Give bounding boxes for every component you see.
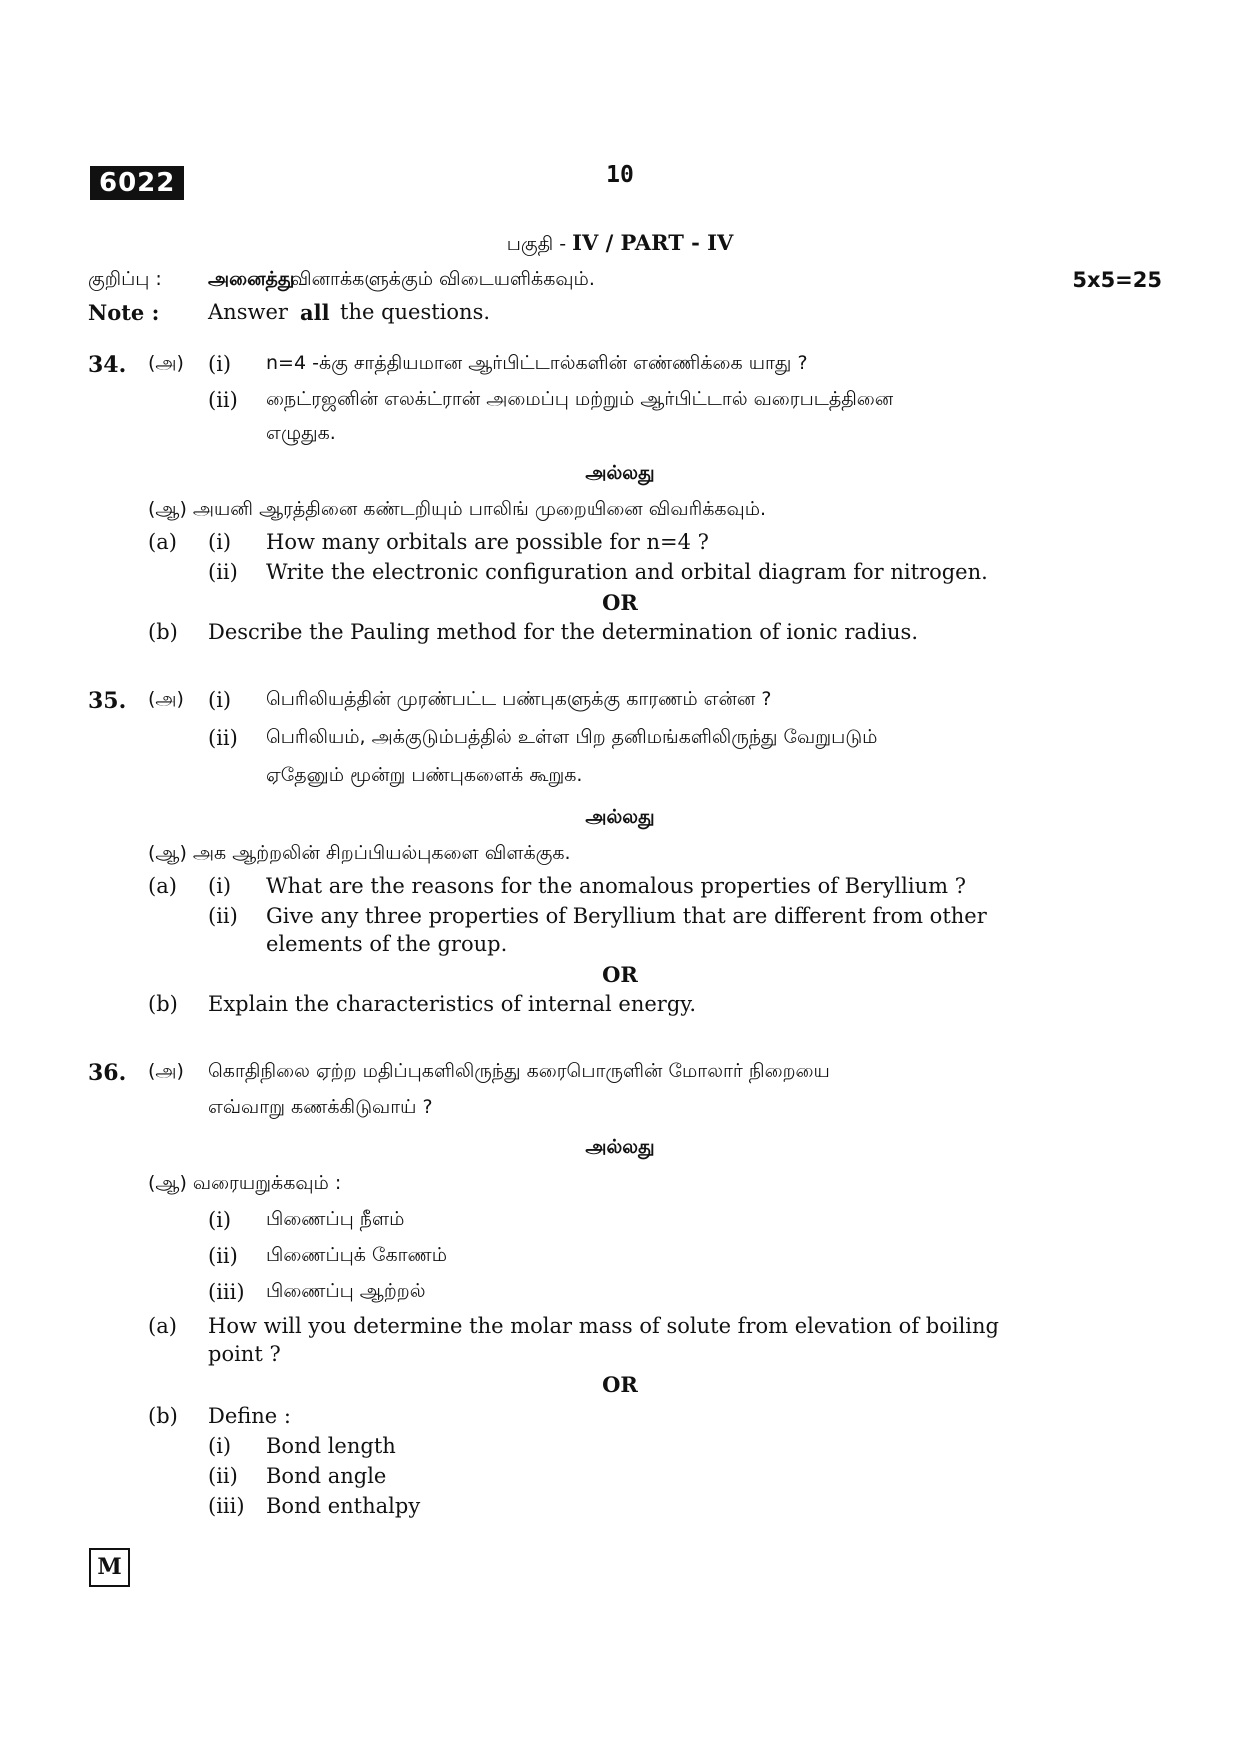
q36-ta-or-line bbox=[0, 1136, 1240, 1172]
q35-en-b-line bbox=[0, 992, 1240, 1028]
q34-ta-a-ii-label: (ii) bbox=[208, 388, 238, 412]
note-ta-bold: அனைத்து bbox=[208, 268, 295, 290]
q35-ta-a-i-line bbox=[0, 688, 1240, 724]
note-ta-text: வினாக்களுக்கும் விடையளிக்கவும். bbox=[290, 268, 595, 290]
q35-ta-a-ii-text-2: ஏதேனும் மூன்று பண்புகளைக் கூறுக. bbox=[266, 764, 583, 786]
q36-ta-b-iii-text: பிணைப்பு ஆற்றல் bbox=[266, 1280, 426, 1302]
q36-ta-b-iii-line bbox=[0, 1280, 1240, 1316]
q35-en-a-ii-text-2: elements of the group. bbox=[266, 932, 508, 956]
q35-en-a-i-text: What are the reasons for the anomalous properties of Beryllium ? bbox=[266, 874, 966, 898]
q35-ta-or-line bbox=[0, 806, 1240, 842]
paper-code-badge: 6022 bbox=[90, 166, 184, 200]
q35-en-a-ii-label: (ii) bbox=[208, 904, 238, 928]
q36-en-b-iii-text: Bond enthalpy bbox=[266, 1494, 421, 1518]
q36-en-b-iii-line bbox=[0, 1494, 1240, 1530]
note-ta-label: குறிப்பு : bbox=[88, 268, 162, 290]
q35-en-a-label: (a) bbox=[148, 874, 177, 898]
q35-ta-a-ii-line-2 bbox=[0, 764, 1240, 800]
q36-en-b-i-label: (i) bbox=[208, 1434, 232, 1458]
medium-mark-box: M bbox=[89, 1548, 130, 1587]
q35-en-a-i-label: (i) bbox=[208, 874, 232, 898]
q36-ta-b-line bbox=[0, 1172, 1240, 1208]
q36-ta-or: அல்லது bbox=[585, 1136, 655, 1158]
q36-ta-b-iii-label: (iii) bbox=[208, 1280, 245, 1304]
q36-ta-a-label: (அ) bbox=[148, 1060, 184, 1082]
note-en-bold: all bbox=[300, 300, 330, 325]
q35-ta-a-ii-line bbox=[0, 726, 1240, 762]
q34-en-a-ii-text: Write the electronic configuration and orbital diagram for nitrogen. bbox=[266, 560, 988, 584]
q36-ta-b-i-line bbox=[0, 1208, 1240, 1244]
q34-ta-a-i-line bbox=[0, 352, 1240, 388]
part-heading-en: IV / PART - IV bbox=[572, 230, 734, 255]
q34-en-or: OR bbox=[602, 590, 638, 615]
q34-ta-a-label: (அ) bbox=[148, 352, 184, 374]
q35-ta-a-label: (அ) bbox=[148, 688, 184, 710]
q35-ta-a-i-label: (i) bbox=[208, 688, 232, 712]
q34-en-b-text: Describe the Pauling method for the determination of ionic radius. bbox=[208, 620, 919, 644]
q36-en-or-line bbox=[0, 1372, 1240, 1408]
q36-en-a-label: (a) bbox=[148, 1314, 177, 1338]
q36-en-a-text-1: How will you determine the molar mass of solute from elevation of boiling bbox=[208, 1314, 999, 1338]
q35-number: 35. bbox=[88, 688, 127, 714]
q34-en-a-i-label: (i) bbox=[208, 530, 232, 554]
q36-number: 36. bbox=[88, 1060, 127, 1086]
q35-en-b-text: Explain the characteristics of internal energy. bbox=[208, 992, 697, 1016]
q36-ta-b-i-text: பிணைப்பு நீளம் bbox=[266, 1208, 405, 1230]
q36-en-b-ii-label: (ii) bbox=[208, 1464, 238, 1488]
q36-ta-b-ii-line bbox=[0, 1244, 1240, 1280]
q35-ta-or: அல்லது bbox=[585, 806, 655, 828]
q35-ta-a-ii-label: (ii) bbox=[208, 726, 238, 750]
q36-en-b-text: Define : bbox=[208, 1404, 291, 1428]
q36-en-or: OR bbox=[602, 1372, 638, 1397]
note-en-label: Note : bbox=[88, 300, 160, 325]
q34-ta-a-i-text: n=4 -க்கு சாத்தியமான ஆர்பிட்டால்களின் எண்ணிக்கை யாது ? bbox=[266, 352, 808, 374]
page-number: 10 bbox=[606, 162, 634, 188]
q34-ta-a-ii-text-1: நைட்ரஜனின் எலக்ட்ரான் அமைப்பு மற்றும் ஆர்பிட்டால் வரைபடத்தினை bbox=[266, 388, 894, 410]
q35-en-or: OR bbox=[602, 962, 638, 987]
q35-ta-b-line bbox=[0, 842, 1240, 878]
q34-ta-or: அல்லது bbox=[585, 462, 655, 484]
q35-ta-a-i-text: பெரிலியத்தின் முரண்பட்ட பண்புகளுக்கு காரணம் என்ன ? bbox=[266, 688, 772, 710]
q36-en-a-text-2: point ? bbox=[208, 1342, 281, 1366]
q34-ta-b-text: (ஆ) அயனி ஆரத்தினை கண்டறியும் பாலிங் முறையினை விவரிக்கவும். bbox=[148, 498, 767, 520]
q36-ta-a-text-1: கொதிநிலை ஏற்ற மதிப்புகளிலிருந்து கரைபொருளின் மோலார் நிறையை bbox=[208, 1060, 830, 1082]
q34-ta-a-ii-line-2 bbox=[0, 422, 1240, 458]
q34-en-a-ii-label: (ii) bbox=[208, 560, 238, 584]
note-en-pre: Answer bbox=[208, 300, 288, 324]
q35-en-a-ii-text-1: Give any three properties of Beryllium that are different from other bbox=[266, 904, 987, 928]
q36-ta-a-line bbox=[0, 1060, 1240, 1096]
q34-en-b-label: (b) bbox=[148, 620, 178, 644]
q35-ta-a-ii-text-1: பெரிலியம், அக்குடும்பத்தில் உள்ள பிற தனிமங்களிலிருந்து வேறுபடும் bbox=[266, 726, 878, 748]
q34-ta-a-ii-text-2: எழுதுக. bbox=[266, 422, 336, 444]
q36-ta-b-text: (ஆ) வரையறுக்கவும் : bbox=[148, 1172, 342, 1194]
note-ta-line bbox=[0, 268, 1240, 304]
q35-ta-b-text: (ஆ) அக ஆற்றலின் சிறப்பியல்புகளை விளக்குக. bbox=[148, 842, 571, 864]
q36-ta-a-text-2: எவ்வாறு கணக்கிடுவாய் ? bbox=[208, 1096, 433, 1118]
q34-en-b-line bbox=[0, 620, 1240, 656]
q34-en-a-i-text: How many orbitals are possible for n=4 ? bbox=[266, 530, 709, 554]
q34-ta-a-i-label: (i) bbox=[208, 352, 232, 376]
q36-en-b-ii-text: Bond angle bbox=[266, 1464, 387, 1488]
note-en-post: the questions. bbox=[340, 300, 491, 324]
q35-en-b-label: (b) bbox=[148, 992, 178, 1016]
q34-en-a-label: (a) bbox=[148, 530, 177, 554]
part-heading-ta: பகுதி - bbox=[506, 233, 573, 255]
q36-en-b-iii-label: (iii) bbox=[208, 1494, 245, 1518]
marks-allocation: 5x5=25 bbox=[1072, 268, 1162, 292]
q34-number: 34. bbox=[88, 352, 127, 378]
q34-ta-a-ii-line bbox=[0, 388, 1240, 424]
q36-ta-b-ii-label: (ii) bbox=[208, 1244, 238, 1268]
note-en-line bbox=[0, 300, 1240, 336]
q34-ta-or-line bbox=[0, 462, 1240, 498]
q36-ta-b-i-label: (i) bbox=[208, 1208, 232, 1232]
q34-ta-b-line bbox=[0, 498, 1240, 534]
q36-en-b-i-text: Bond length bbox=[266, 1434, 396, 1458]
q36-ta-b-ii-text: பிணைப்புக் கோணம் bbox=[266, 1244, 447, 1266]
part-heading bbox=[0, 230, 1240, 266]
q36-ta-a-line-2 bbox=[0, 1096, 1240, 1132]
q36-en-b-label: (b) bbox=[148, 1404, 178, 1428]
